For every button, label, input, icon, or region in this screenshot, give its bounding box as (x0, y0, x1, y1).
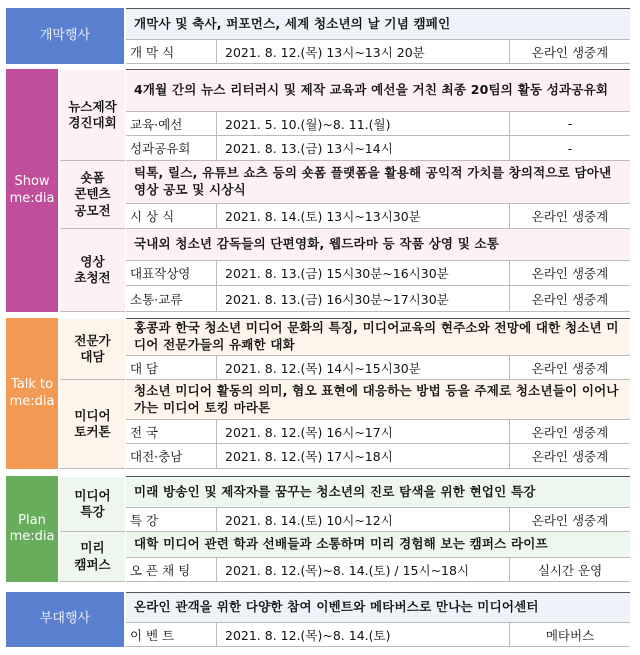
section-label-talk-to-media: Talk to me:dia (6, 318, 58, 469)
detail-mode: 온라인 생중계 (509, 356, 630, 379)
detail-mode: 온라인 생중계 (509, 508, 630, 531)
event-description (126, 161, 630, 204)
description-text: 미래 방송인 및 제작자를 꿈꾸는 청소년의 진로 탐색을 위한 현업인 특강 (134, 483, 536, 499)
event-detail-row (126, 261, 630, 286)
event-title: 미디어 토커톤 (60, 380, 125, 469)
description-text: 국내외 청소년 감독들의 단편영화, 웹드라마 등 작품 상영 및 소통 (134, 236, 500, 252)
event-detail-row (126, 444, 630, 469)
section-label-opening: 개막행사 (6, 8, 124, 64)
detail-date: 2021. 8. 12.(목) 13시~13시 20분 (216, 40, 509, 63)
detail-mode: 실시간 운영 (509, 558, 630, 581)
event-detail-row (126, 420, 630, 444)
event-description (126, 380, 630, 420)
event-description (126, 9, 630, 40)
detail-date: 2021. 8. 13.(금) 13시~14시 (216, 136, 509, 160)
detail-type: 대 담 (130, 360, 159, 376)
detail-mode: 온라인 생중계 (509, 286, 630, 311)
detail-date: 2021. 8. 12.(목) 17시~18시 (216, 444, 509, 468)
description-text: 대학 미디어 관련 학과 선배들과 소통하며 미리 경험해 보는 캠퍼스 라이프 (134, 536, 548, 552)
event-description (126, 532, 630, 558)
detail-mode: 온라인 생중계 (509, 40, 630, 63)
detail-type: 성과공유회 (130, 141, 191, 156)
event-detail-row (126, 136, 630, 161)
detail-date: 2021. 8. 12.(목)~8. 14.(토) / 15시~18시 (216, 558, 509, 581)
event-title: 미리 캠퍼스 (60, 532, 125, 582)
event-description (126, 593, 630, 623)
detail-type: 소통·교류 (130, 291, 183, 307)
section-label-extra-events: 부대행사 (6, 592, 124, 647)
detail-type: 개 막 식 (130, 44, 175, 60)
detail-mode: - (509, 136, 630, 160)
detail-type: 교육·예선 (130, 116, 183, 132)
event-detail-row (126, 40, 630, 64)
event-description (126, 229, 630, 261)
detail-type: 대표작상영 (130, 266, 191, 281)
detail-date: 2021. 8. 12.(목)~8. 14.(토) (216, 623, 509, 646)
event-title: 전문가 대담 (60, 319, 125, 380)
event-description (126, 477, 630, 508)
description-text: 홍콩과 한국 청소년 미디어 문화의 특징, 미디어교육의 현주소와 전망에 대한 청소년 미디어 전문가들의 유쾌한 대화 (134, 320, 619, 352)
event-detail-row (126, 286, 630, 312)
event-detail-row (126, 558, 630, 582)
event-detail-row (126, 356, 630, 380)
detail-type: 시 상 식 (130, 209, 175, 224)
detail-type: 전 국 (130, 424, 159, 440)
detail-date: 2021. 5. 10.(월)~8. 11.(월) (216, 112, 509, 135)
event-title: 숏폼 콘텐츠 공모전 (60, 161, 125, 229)
detail-mode: 온라인 생중계 (509, 420, 630, 443)
description-text: 온라인 관객을 위한 다양한 참여 이벤트와 메타버스로 만나는 미디어센터 (134, 599, 539, 615)
description-text: 틱톡, 릴스, 유튜브 쇼츠 등의 숏폼 플랫폼을 활용해 공익적 가치를 창의적으로 담아낸 영상 공모 및 시상식 (134, 165, 612, 197)
detail-mode: - (509, 112, 630, 135)
section-label-plan-media: Plan me:dia (6, 476, 58, 582)
detail-type: 오 픈 채 팅 (130, 562, 191, 578)
detail-date: 2021. 8. 12.(목) 14시~15시30분 (216, 356, 509, 379)
description-text: 개막사 및 축사, 퍼포먼스, 세계 청소년의 날 기념 캠페인 (134, 15, 451, 31)
detail-date: 2021. 8. 14.(토) 13시~13시30분 (216, 204, 509, 228)
description-text: 4개월 간의 뉴스 리터러시 및 제작 교육과 예선을 거친 최종 20팀의 활동 성과공유회 (134, 82, 609, 98)
event-description (126, 319, 630, 356)
section-label-show-media: Show me:dia (6, 69, 58, 312)
event-description (126, 70, 630, 112)
event-detail-row (126, 112, 630, 136)
detail-date: 2021. 8. 13.(금) 16시30분~17시30분 (216, 286, 509, 311)
detail-date: 2021. 8. 13.(금) 15시30분~16시30분 (216, 261, 509, 285)
detail-date: 2021. 8. 12.(목) 16시~17시 (216, 420, 509, 443)
event-detail-row (126, 508, 630, 532)
detail-mode: 메타버스 (509, 623, 630, 646)
event-title: 미디어 특강 (60, 477, 125, 532)
detail-type: 이 벤 트 (130, 627, 175, 643)
event-title: 영상 초청전 (60, 229, 125, 312)
event-detail-row (126, 623, 630, 647)
detail-mode: 온라인 생중계 (509, 204, 630, 228)
detail-mode: 온라인 생중계 (509, 261, 630, 285)
detail-type: 대전·충남 (130, 449, 183, 464)
event-detail-row (126, 204, 630, 229)
detail-mode: 온라인 생중계 (509, 444, 630, 468)
event-title: 뉴스제작 경진대회 (60, 70, 125, 161)
description-text: 청소년 미디어 활동의 의미, 혐오 표현에 대응하는 방법 등을 주제로 청소년들이 이어나가는 미디어 토킹 마라톤 (134, 382, 619, 415)
detail-type: 특 강 (130, 512, 159, 528)
detail-date: 2021. 8. 14.(토) 10시~12시 (216, 508, 509, 531)
